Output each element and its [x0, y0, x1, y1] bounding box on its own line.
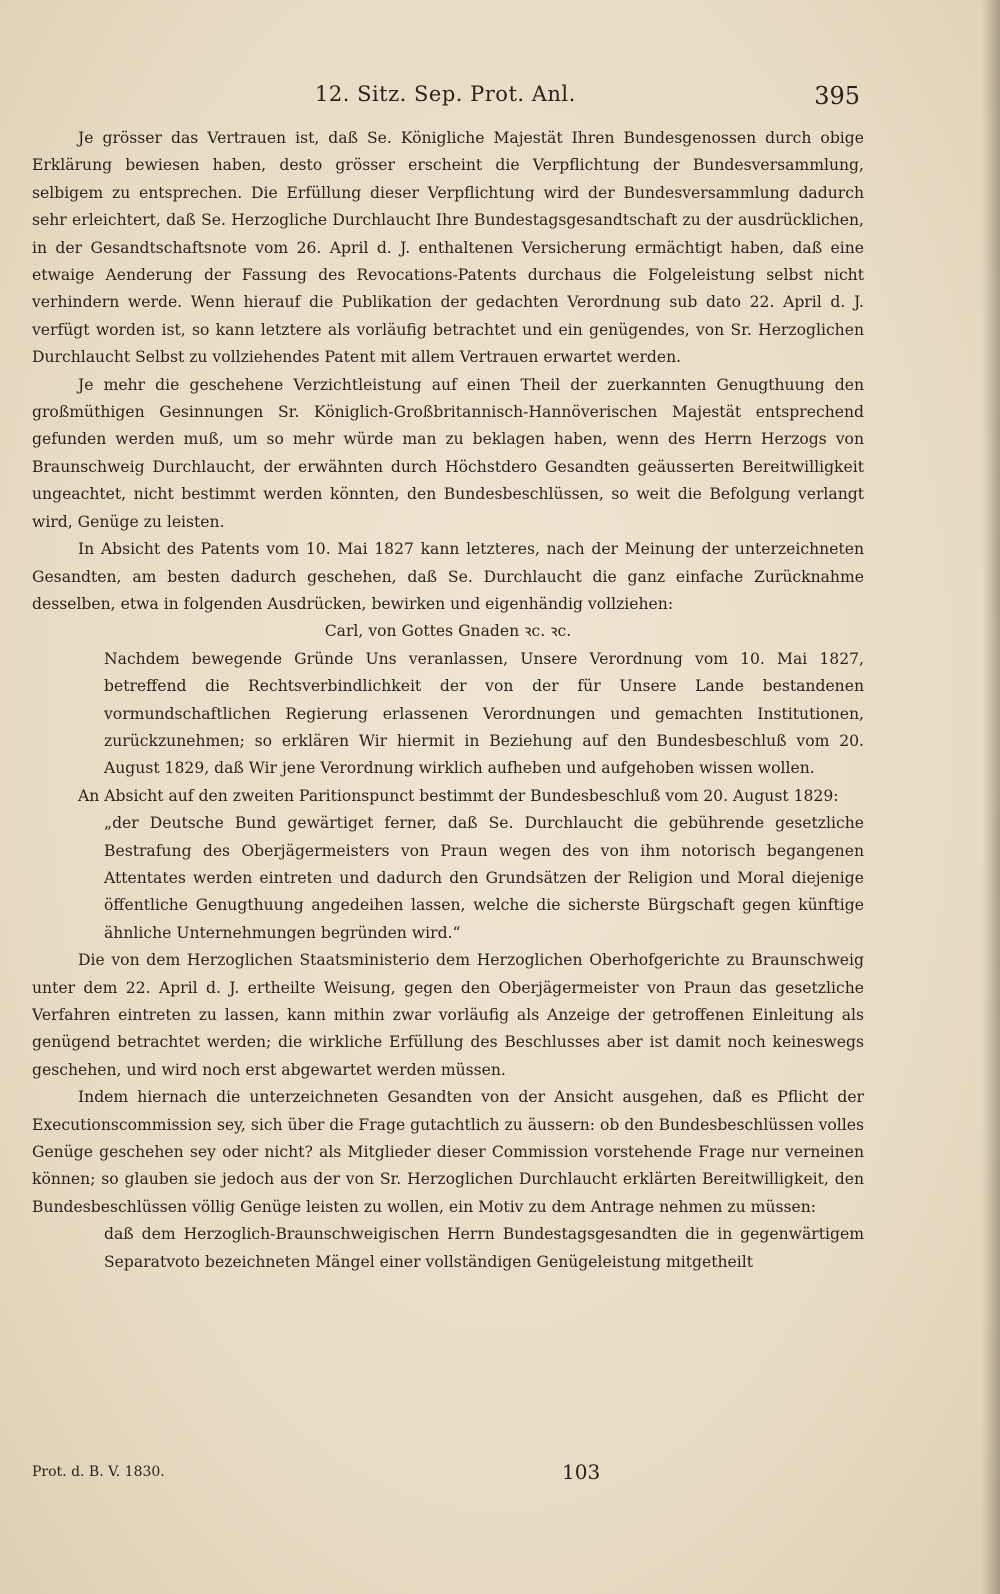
page-header — [30, 82, 860, 116]
page-edge-shadow — [982, 0, 1000, 1594]
decree-text: Nachdem bewegende Gründe Uns veranlassen, Unsere Verordnung vom 10. Mai 1827, betreffend die Rechtsverbindlichkeit der von der für Unsere Lande bestandenen vormundschaftlichen Regierung erlassenen Verordnungen und gemachten Institutionen, zurückzunehmen; so erklären Wir hiermit in Beziehung auf den Bundesbeschluß vom 20. August 1829, daß Wir jene Verordnung wirklich aufheben und aufgehoben wissen wollen. — [104, 649, 864, 778]
paragraph: Je grösser das Vertrauen ist, daß Se. Königliche Majestät Ihren Bundesgenossen durch obige Erklärung bewiesen haben, desto grösser erscheint die Verpflichtung der Bundesversammlung, selbigem zu entsprechen. Die Erfüllung dieser Verpflichtung wird der Bundesversammlung dadurch sehr erleichtert, daß Se. Herzogliche Durchlaucht Ihre Bundestagsgesandtschaft zu der ausdrücklichen, in der Gesandtschaftsnote vom 26. April d. J. enthaltenen Versicherung ermächtigt haben, daß eine etwaige Aenderung der Fassung des Revocations-Patents durchaus die Folgeleistung selbst nicht verhindern werde. Wenn hierauf die Publikation der gedachten Verordnung sub dato 22. April d. J. verfügt worden ist, so kann letztere als vorläufig betrachtet und ein genügendes, von Sr. Herzoglichen Durchlaucht Selbst zu vollziehendes Patent mit allem Vertrauen erwartet werden. — [32, 129, 864, 367]
motion-text: daß dem Herzoglich-Braunschweigischen Herrn Bundestagsgesandten die in gegenwärtigem Separatvoto bezeichneten Mängel einer vollständigen Genügeleistung mitgetheilt — [104, 1225, 864, 1271]
paragraph: Die von dem Herzoglichen Staatsministerio dem Herzoglichen Oberhofgerichte zu Braunschweig unter dem 22. April d. J. ertheilte Weisung, gegen den Oberjägermeister von Praun das gesetzliche Verfahren eintreten zu lassen, kann mithin zwar vorläufig als Anzeige der getroffenen Einleitung als genügend betrachtet werden; die wirkliche Erfüllung des Beschlusses aber ist damit noch keineswegs geschehen, und wird noch erst abgewartet werden müssen. — [32, 951, 864, 1079]
page-footer — [32, 1460, 864, 1490]
running-head: 12. Sitz. Sep. Prot. Anl. — [315, 82, 576, 106]
paragraph: Indem hiernach die unterzeichneten Gesandten von der Ansicht ausgehen, daß es Pflicht der Executionscommission sey, sich über die Frage gutachtlich zu äussern: ob den Bundesbeschlüssen volles Genüge geschehen sey oder nicht? als Mitglieder dieser Commission vorstehende Frage nur verneinen können; so glauben sie jedoch aus der von Sr. Herzoglichen Durchlaucht erklärten Bereitwilligkeit, den Bundesbeschlüssen völlig Genüge leisten zu wollen, ein Motiv zu dem Antrage nehmen zu müssen: — [32, 1088, 864, 1216]
paragraph: An Absicht auf den zweiten Paritionspunct bestimmt der Bundesbeschluß vom 20. August 1829: — [78, 786, 839, 805]
quoted-resolution: „der Deutsche Bund gewärtiget ferner, daß Se. Durchlaucht die gebührende gesetzliche Bestrafung des Oberjägermeisters von Praun wegen des von ihm notorisch begangenen Attentates werden eintreten und dadurch den Grundsätzen der Religion und Moral diejenige öffentliche Genugthuung angedeihen lassen, welche die sicherste Bürgschaft gegen künftige ähnliche Unternehmungen begründen wird.“ — [104, 814, 864, 942]
footer-reference: Prot. d. B. V. 1830. — [32, 1464, 165, 1480]
page-number: 395 — [814, 82, 860, 110]
paragraph: Je mehr die geschehene Verzichtleistung auf einen Theil der zuerkannten Genugthuung den großmüthigen Gesinnungen Sr. Königlich-Großbritannisch-Hannöverischen Majestät entsprechend gefunden werden muß, um so mehr würde man zu beklagen haben, wenn des Herrn Herzogs von Braunschweig Durchlaucht, der erwähnten durch Höchstdero Gesandten geäusserten Bereitwilligkeit ungeachtet, nicht bestimmt werden könnten, den Bundesbeschlüssen, so weit die Befolgung verlangt wird, Genüge zu leisten. — [32, 375, 864, 531]
signature-number: 103 — [562, 1460, 601, 1484]
decree-salutation: Carl, von Gottes Gnaden ꝛc. ꝛc. — [324, 622, 572, 641]
body-text — [32, 125, 864, 1276]
paragraph: In Absicht des Patents vom 10. Mai 1827 kann letzteres, nach der Meinung der unterzeichneten Gesandten, am besten dadurch geschehen, daß Se. Durchlaucht die ganz einfache Zurücknahme desselben, etwa in folgenden Ausdrücken, bewirken und eigenhändig vollziehen: — [32, 540, 864, 613]
